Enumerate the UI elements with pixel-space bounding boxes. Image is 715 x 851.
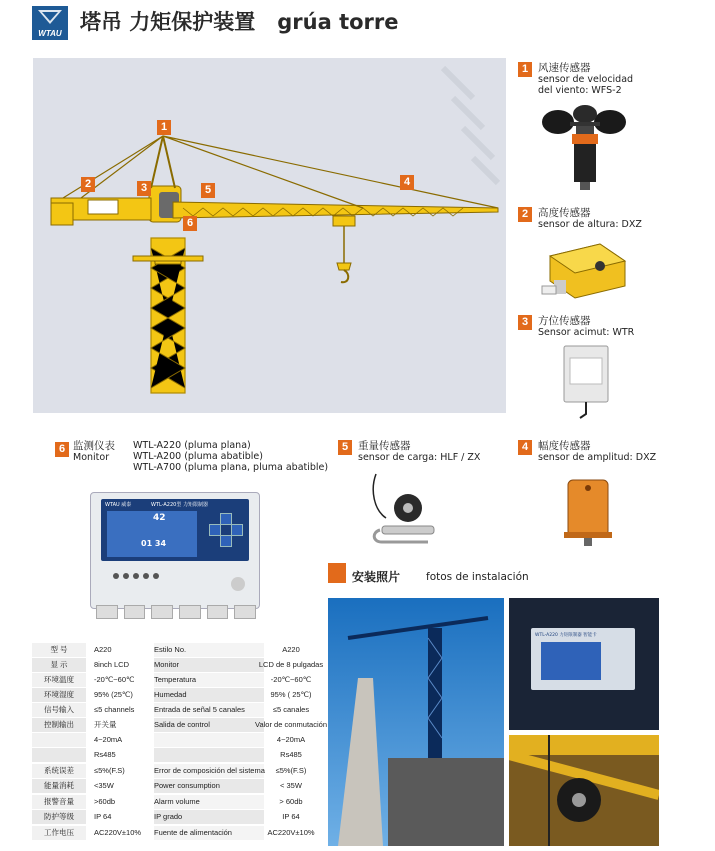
logo-text: WTAU [38,29,62,38]
sensor-5 [338,440,508,463]
spec-row: 工作电压 AC220V±10% Fuente de alimentación AC220V±10% [32,826,332,841]
install-photo-load [509,735,659,846]
sensor-2 [518,207,708,230]
install-subtitle: fotos de instalación [426,571,529,583]
label-2: 2 [81,177,95,192]
spec-row: 显 示 8inch LCD Monitor LCD de 8 pulgadas [32,658,332,673]
monitor-screen-title: WTL-A220型 力矩限制器 [151,502,208,508]
spec-row: 环境湿度 95% (25℃) Humedad 95% ( 25℃) [32,688,332,703]
monitor-connectors [96,605,256,619]
spec-row: 信号输入 ≤5 channels Entrada de señal 5 canales ≤5 canales [32,703,332,718]
monitor-dpad[interactable] [209,513,241,547]
monitor-number: 6 [55,442,69,457]
spec-row: 环境温度 -20℃~60℃ Temperatura -20℃~60℃ [32,673,332,688]
monitor-readout: 01 34 [141,539,167,548]
sensor-1-sub2: del viento: WFS-2 [538,85,622,96]
monitor-title-en: Monitor [73,452,110,463]
sensor-2-sub1: sensor de altura: DXZ [538,219,642,230]
load-sensor-image [368,470,438,550]
monitor-lcd [107,511,197,557]
wtau-logo [32,6,68,40]
photo-monitor-device [531,628,635,690]
monitor-screen-bezel [101,499,249,561]
sensor-3-number: 3 [518,315,532,330]
monitor-title: 监测仪表 [73,440,115,452]
wind-speed-sensor-image [540,100,630,195]
sensor-5-sub1: sensor de carga: HLF / ZX [358,452,481,463]
spec-row: 型 号 A220 Estilo No. A220 [32,643,332,658]
sensor-3 [518,315,708,338]
crane-diagram [33,58,506,413]
photo-monitor-text: WTL-A220 力矩限制器 智能卡 [535,633,597,638]
spec-row: 防护等级 IP 64 IP grado IP 64 [32,810,332,825]
sensor-1-number: 1 [518,62,532,77]
sensor-4-number: 4 [518,440,532,455]
label-6: 6 [183,216,197,231]
spec-row: 系统误差 ≤5%(F.S) Error de composición del sistema ≤5%(F.S) [32,764,332,779]
load-photo-drawing [509,735,659,846]
monitor-indicators [113,573,193,579]
spec-row: 4~20mA 4~20mA [32,733,332,748]
crane-illustration [33,58,506,413]
speaker-icon [231,577,245,591]
monitor-model-1: WTL-A220 (pluma plana) [133,440,251,451]
monitor-header [55,440,328,473]
sensor-4-title: 幅度传感器 [538,440,591,452]
label-1: 1 [157,120,171,135]
crane-photo-drawing [328,598,504,846]
label-5: 5 [201,183,215,198]
sensor-4-sub1: sensor de amplitud: DXZ [538,452,657,463]
monitor-brand: WTAU 威泰 [105,502,132,508]
spec-row: 报警音量 >60db Alarm volume > 60db [32,795,332,810]
sensor-1 [518,62,708,96]
monitor-value: 42 [153,513,166,523]
monitor-model-2: WTL-A200 (pluma abatible) [133,451,263,462]
install-photo-monitor [509,598,659,730]
sensor-3-title: 方位传感器 [538,315,591,327]
spec-row: 能量消耗 <35W Power consumption < 35W [32,779,332,794]
sensor-1-title: 风速传感器 [538,62,591,74]
install-marker [328,563,346,583]
sensor-2-title: 高度传感器 [538,207,591,219]
sensor-3-sub1: Sensor acimut: WTR [538,327,635,338]
monitor-model-3: WTL-A700 (pluma plana, pluma abatible) [133,462,329,473]
label-4: 4 [400,175,414,190]
amplitude-sensor-image [560,474,616,550]
logo-mark-icon [38,10,62,26]
sensor-5-number: 5 [338,440,352,455]
spec-row: 控制输出 开关量 Salida de control Valor de conmutación [32,718,332,733]
label-3: 3 [137,181,151,196]
spec-row: Rs485 Rs485 [32,748,332,763]
sensor-4 [518,440,708,463]
sensor-5-title: 重量传感器 [358,440,411,452]
sensor-2-number: 2 [518,207,532,222]
azimuth-sensor-image [558,340,618,420]
install-title: 安装照片 [352,570,401,584]
page-title: 塔吊 力矩保护装置 grúa torre [80,10,399,34]
install-photo-crane [328,598,504,846]
monitor-device [90,492,260,609]
sensor-1-sub1: sensor de velocidad [538,74,634,85]
height-sensor-image [540,236,635,306]
photo-monitor-lcd [541,642,601,680]
